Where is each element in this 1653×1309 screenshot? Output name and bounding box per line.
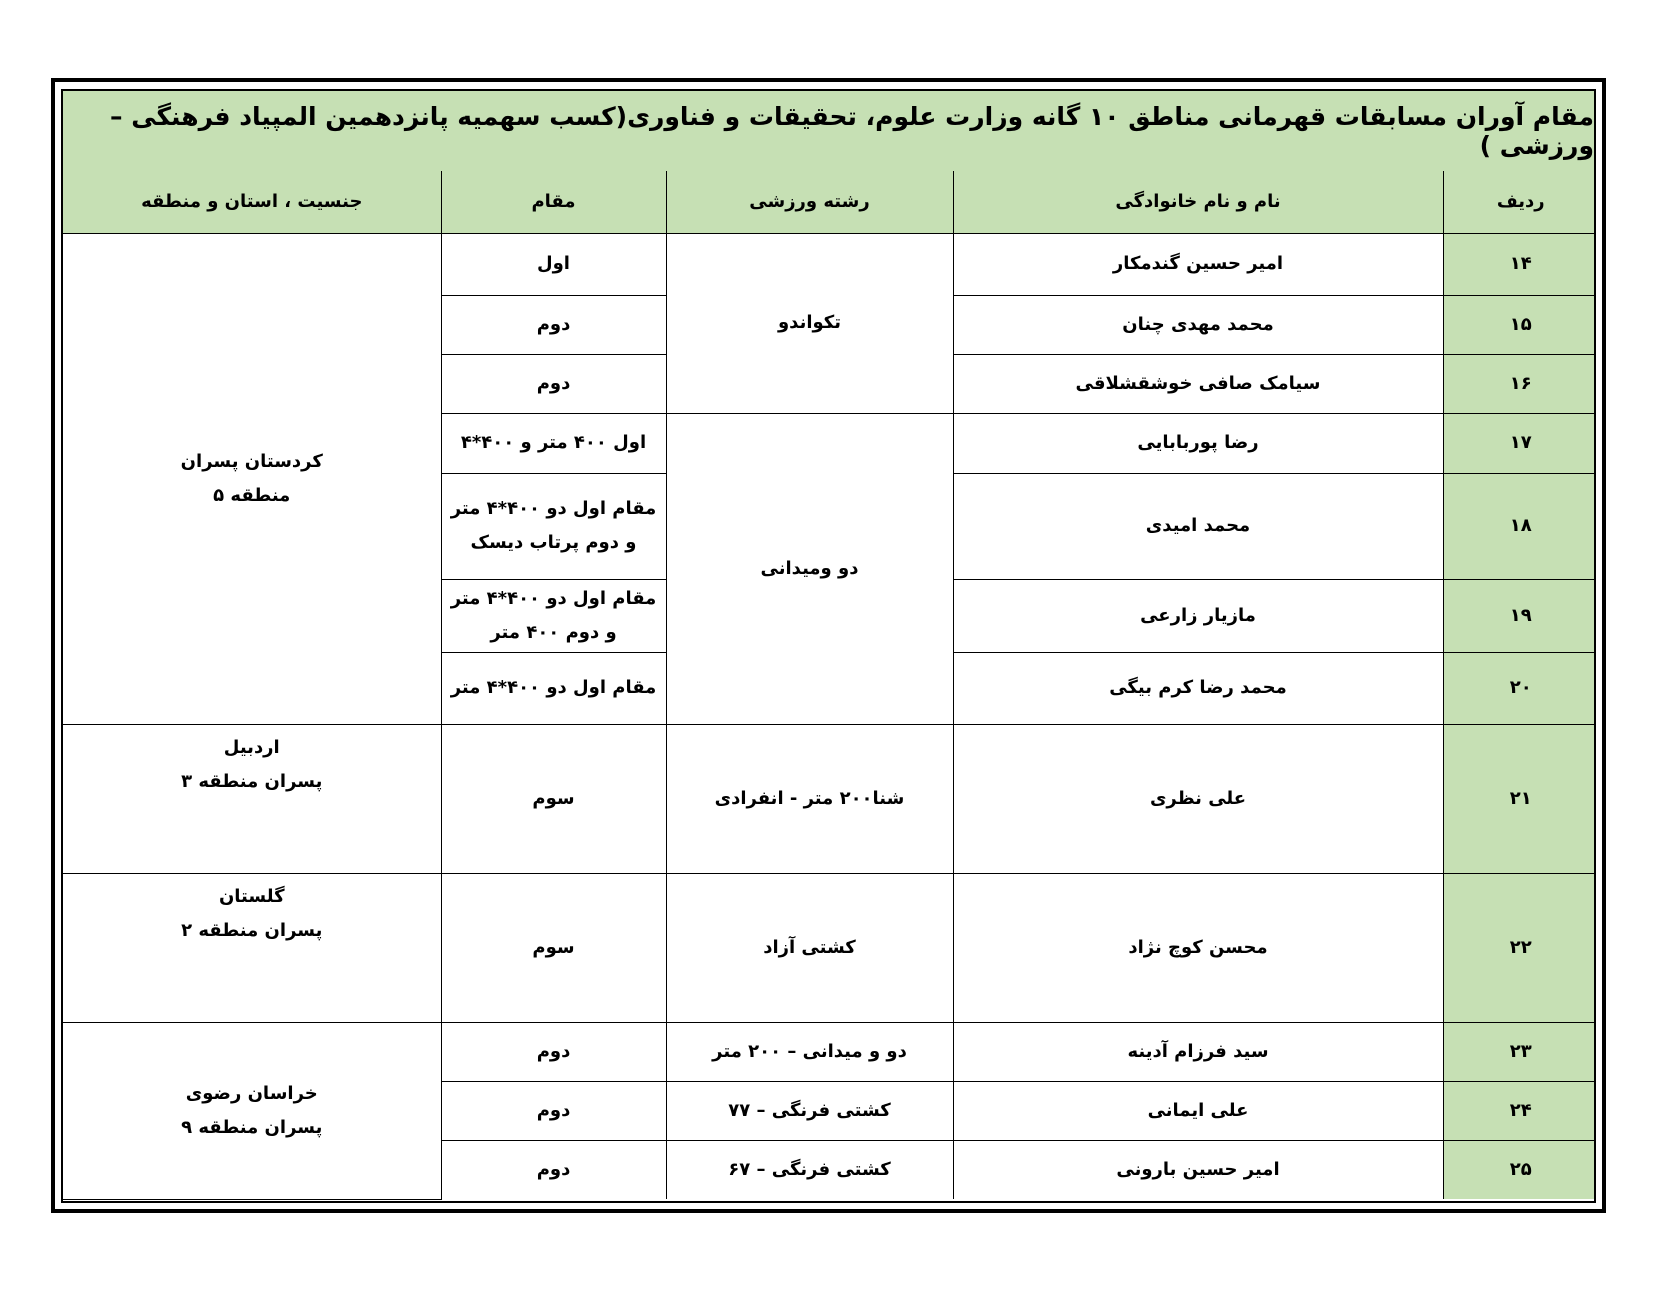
rank-cell: دوم (441, 1081, 666, 1140)
sport-cell: کشتی فرنگی – ۶۷ (666, 1140, 953, 1199)
header-row-number: ردیف (1443, 171, 1596, 233)
rank-cell: دوم (441, 354, 666, 413)
region-line: پسران منطقه ۳ (181, 770, 323, 792)
row-number: ۱۴ (1443, 233, 1596, 295)
header-region: جنسیت ، استان و منطقه (63, 171, 441, 233)
sport-cell: تکواندو (666, 233, 953, 413)
rank-cell: سوم (441, 724, 666, 873)
region-cell (63, 233, 441, 724)
results-table (63, 171, 1596, 1200)
athlete-name: امیر حسین گندمکار (953, 233, 1443, 295)
row-number: ۲۲ (1443, 873, 1596, 1022)
region-cell (63, 873, 441, 1022)
page-title: مقام آوران مسابقات قهرمانی مناطق ۱۰ گانه وزارت علوم، تحقیقات و فناوری(کسب سهمیه پانزدهمین المپیاد فرهنگی – ورزشی ) (63, 91, 1594, 173)
rank-cell: مقام اول دو ۴۰۰*۴ متر و دوم ۴۰۰ متر (441, 579, 666, 652)
rank-cell: دوم (441, 295, 666, 354)
document-table-container (61, 89, 1596, 1203)
header-sport: رشته ورزشی (666, 171, 953, 233)
sport-cell: کشتی فرنگی – ۷۷ (666, 1081, 953, 1140)
region-line: پسران منطقه ۹ (181, 1116, 323, 1138)
region-line: کردستان پسران (180, 450, 323, 472)
row-number: ۱۶ (1443, 354, 1596, 413)
rank-cell: اول ۴۰۰ متر و ۴۰۰*۴ (441, 413, 666, 473)
table-row (63, 873, 1596, 1022)
athlete-name: علی ایمانی (953, 1081, 1443, 1140)
row-number: ۲۳ (1443, 1022, 1596, 1081)
rank-cell: مقام اول دو ۴۰۰*۴ متر (441, 652, 666, 724)
region-line: منطقه ۵ (213, 484, 291, 506)
row-number: ۲۱ (1443, 724, 1596, 873)
header-rank: مقام (441, 171, 666, 233)
row-number: ۱۵ (1443, 295, 1596, 354)
athlete-name: مازیار زارعی (953, 579, 1443, 652)
sport-cell: دو و میدانی – ۲۰۰ متر (666, 1022, 953, 1081)
table-row (63, 233, 1596, 295)
row-number: ۱۸ (1443, 473, 1596, 579)
sport-cell: دو ومیدانی (666, 413, 953, 724)
athlete-name: رضا پوربابایی (953, 413, 1443, 473)
rank-cell: مقام اول دو ۴۰۰*۴ متر و دوم پرتاب دیسک (441, 473, 666, 579)
row-number: ۲۰ (1443, 652, 1596, 724)
athlete-name: سید فرزام آدینه (953, 1022, 1443, 1081)
rank-cell: اول (441, 233, 666, 295)
row-number: ۱۹ (1443, 579, 1596, 652)
table-row (63, 724, 1596, 873)
region-line: اردبیل (223, 736, 280, 758)
athlete-name: سیامک صافی خوشقشلاقی (953, 354, 1443, 413)
athlete-name: محمد امیدی (953, 473, 1443, 579)
table-row (63, 1022, 1596, 1081)
rank-cell: دوم (441, 1140, 666, 1199)
sport-cell: شنا۲۰۰ متر - انفرادی (666, 724, 953, 873)
region-cell (63, 724, 441, 873)
row-number: ۲۵ (1443, 1140, 1596, 1199)
rank-cell: دوم (441, 1022, 666, 1081)
athlete-name: علی نظری (953, 724, 1443, 873)
region-line: خراسان رضوی (185, 1082, 318, 1104)
header-name: نام و نام خانوادگی (953, 171, 1443, 233)
row-number: ۱۷ (1443, 413, 1596, 473)
table-header-row (63, 171, 1596, 233)
region-cell (63, 1022, 441, 1199)
row-number: ۲۴ (1443, 1081, 1596, 1140)
athlete-name: امیر حسین بارونی (953, 1140, 1443, 1199)
region-line: پسران منطقه ۲ (181, 919, 323, 941)
athlete-name: محسن کوچ نژاد (953, 873, 1443, 1022)
athlete-name: محمد رضا کرم بیگی (953, 652, 1443, 724)
sport-cell: کشتی آزاد (666, 873, 953, 1022)
rank-cell: سوم (441, 873, 666, 1022)
region-line: گلستان (218, 885, 285, 907)
athlete-name: محمد مهدی چنان (953, 295, 1443, 354)
